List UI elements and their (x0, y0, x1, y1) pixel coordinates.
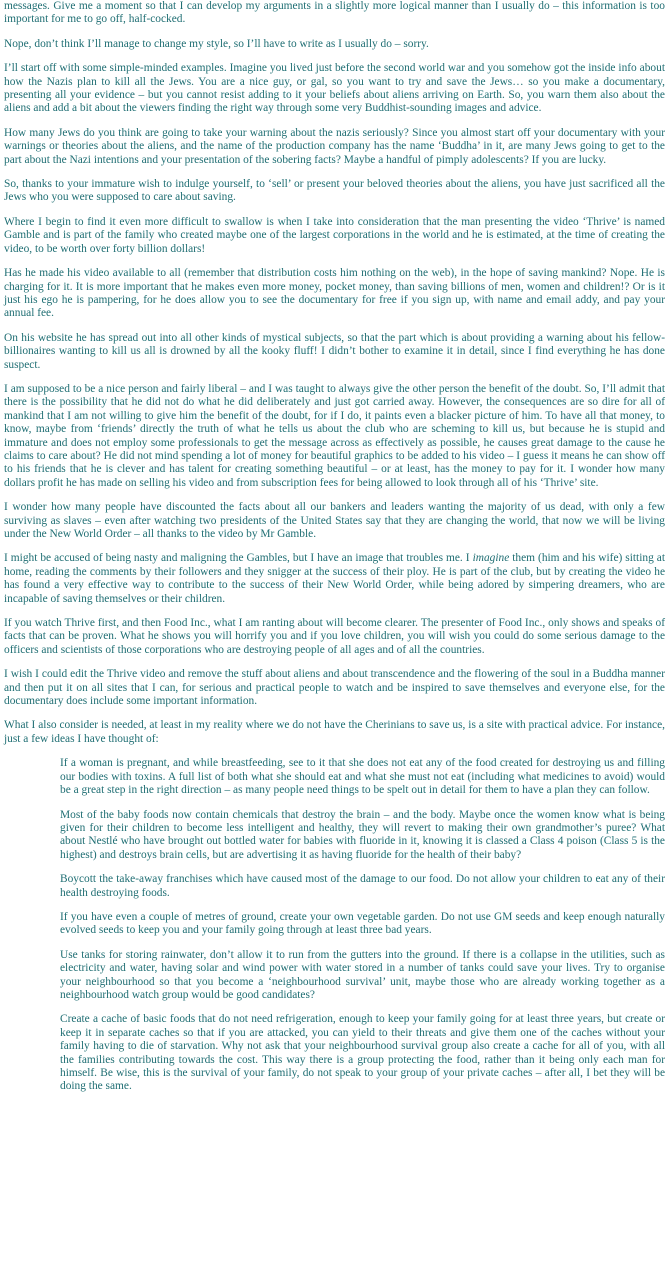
idea-item: Use tanks for storing rainwater, don’t allow it to run from the gutters into the ground. If there is a collapse in the utilities, such as electricity and water, having solar and wind power with water stored in a number of tanks could save your lives. Try to organise your neighbourhood so that you become a ‘neighbourhood survival’ unit, maybe those who are already working together as a neighbourhood watch group would be good candidates? (60, 948, 665, 1001)
paragraph: I wish I could edit the Thrive video and remove the stuff about aliens and about transcendence and the flowering of the soul in a Buddha manner and then put it on all sites that I can, for serious and practical people to watch and be inspired to save themselves and everyone else, for the documentary does include some important information. (4, 668, 665, 708)
paragraph: messages. Give me a moment so that I can develop my arguments in a slightly more logical manner than I usually do – this information is too important for me to go off, half-cocked. (4, 0, 665, 26)
paragraph: Has he made his video available to all (remember that distribution costs him nothing on the web), in the hope of saving mankind? Nope. He is charging for it. It is more important that he makes even more money, pocket money, than saving billions of men, women and children!? Or is it just his ego he is pampering, for he does allow you to see the documentary for free if you sign up, with name and email addy, and pay your annual fee. (4, 267, 665, 320)
ideas-list (4, 757, 665, 1094)
paragraph: On his website he has spread out into all other kinds of mystical subjects, so that the part which is about providing a warning about his fellow-billionaires wanting to kill us all is drowned by all the kooky fluff! I didn’t bother to examine it in detail, since I find everything he has done suspect. (4, 331, 665, 371)
paragraph-imagine (4, 552, 665, 606)
paragraph: What I also consider is needed, at least in my reality where we do not have the Cherinians to save us, is a site with practical advice. For instance, just a few ideas I have thought of: (4, 719, 665, 745)
idea-item: If a woman is pregnant, and while breastfeeding, see to it that she does not eat any of the food created for destroying us and filling our bodies with toxins. A full list of both what she should eat and what she must not eat (including what medicines to avoid) would be a great step in the right direction – as many people need things to be spelt out in detail for them to have a plan they can follow. (60, 757, 665, 797)
paragraph: I am supposed to be a nice person and fairly liberal – and I was taught to always give the other person the benefit of the doubt. So, I’ll admit that there is the possibility that he did not do what he did deliberately and just got carried away. However, the consequences are so dire for all of mankind that I am not willing to give him the benefit of the doubt, for if I do, it paints even a blacker picture of him. To have all that money, to know, maybe from ‘friends’ directly the truth of what he tells us about the club who are scheming to kill us, but because he is stupid and immature and does not employ some professionals to get the message across as effectively as possible, he causes great damage to the cause he claims to care about? He did not mind spending a lot of money for beautiful graphics to be added to his video – I guess it means he can show off to his friends that he is clever and has talent for creating something beautiful – or at least, has the money to pay for it. I wonder how many dollars profit he has made on selling his video and from subscription fees for being allowed to look through all of his ‘Thrive’ site. (4, 382, 665, 489)
idea-item: Boycott the take-away franchises which have caused most of the damage to our food. Do not allow your children to eat any of their health destroying foods. (60, 873, 665, 899)
paragraph: Nope, don’t think I’ll manage to change my style, so I’ll have to write as I usually do – sorry. (4, 37, 429, 50)
paragraph: If you watch Thrive first, and then Food Inc., what I am ranting about will become clearer. The presenter of Food Inc., only shows and speaks of facts that can be proven. What he shows you will horrify you and if you love children, you will wish you could do some serious damage to the officers and scientists of those corporations who are destroying people of all ages and of all the countries. (4, 617, 665, 656)
imagine-after: them (him and his wife) sitting at home, reading the comments by their followers and they snigger at the success of their ploy. He is part of the club, but by creating the video he has found a very effective way to contribute to the success of their New World Order, while being adored by simpering dreamers, who are incapable of saving themselves or their children. (4, 552, 665, 605)
idea-item: If you have even a couple of metres of ground, create your own vegetable garden. Do not use GM seeds and keep enough naturally evolved seeds to keep you and your family going through at least three bad years. (60, 910, 665, 937)
imagine-before: I might be accused of being nasty and maligning the Gambles, but I have an image that troubles me. I (4, 552, 473, 565)
paragraph: I’ll start off with some simple-minded examples. Imagine you lived just before the second world war and you somehow got the inside info about how the Nazis plan to kill all the Jews. You are a nice guy, or gal, so you want to try and save the Jews… so you make a documentary, presenting all your evidence – but you cannot resist adding to it your beliefs about aliens arriving on Earth. So, you warn them also about the aliens and add a bit about the viewers finding the right way through some very Buddhist-sounding images and advice. (4, 62, 665, 115)
idea-item: Create a cache of basic foods that do not need refrigeration, enough to keep your family going for at least three years, but create or keep it in separate caches so that if you are attacked, you can yield to their threats and give them one of the caches without your family having to die of starvation. Why not ask that your neighbourhood survival group also create a cache for all of you, with all the families contributing towards the cost. This way there is a group protecting the food, rather than it being only each man for himself. Be wise, this is the survival of your family, do not speak to your group of your private caches – after all, I bet they will be doing the same. (60, 1013, 665, 1093)
imagine-emphasis: imagine (472, 552, 510, 565)
paragraph: So, thanks to your immature wish to indulge yourself, to ‘sell’ or present your beloved theories about the aliens, you have just sacrificed all the Jews who you were supposed to care about saving. (4, 178, 665, 204)
paragraph: Where I begin to find it even more difficult to swallow is when I take into consideration that the man presenting the video ‘Thrive’ is named Gamble and is part of the family who created maybe one of the largest corporations in the world and he is estimated, at the time of creating the video, to be worth over forty billion dollars! (4, 215, 665, 255)
paragraph: How many Jews do you think are going to take your warning about the nazis seriously? Since you almost start off your documentary with your warnings or theories about the aliens, and the name of the production company has the name ‘Buddha’ in it, are many Jews going to get to the part about the Nazi intentions and your presentation of the sobering facts? Maybe a handful of pimply adolescents? If you are lucky. (4, 126, 665, 166)
paragraph: I wonder how many people have discounted the facts about all our bankers and leaders wanting the majority of us dead, with only a few surviving as slaves – even after watching two presidents of the United States say that they are changing the world, that now we will be living under the New World Order – all thanks to the video by Mr Gamble. (4, 501, 665, 540)
idea-item: Most of the baby foods now contain chemicals that destroy the brain – and the body. Maybe once the women know what is being given for their children to become less intelligent and healthy, they will revert to making their own grandmother’s puree? What about Nestlé who have brought out bottled water for babies with fluoride in it, knowing it is classed a Class 4 poison (Class 5 is the highest) and destroys brain cells, but are advertising it as having fluoride for the health of their baby? (60, 808, 665, 861)
